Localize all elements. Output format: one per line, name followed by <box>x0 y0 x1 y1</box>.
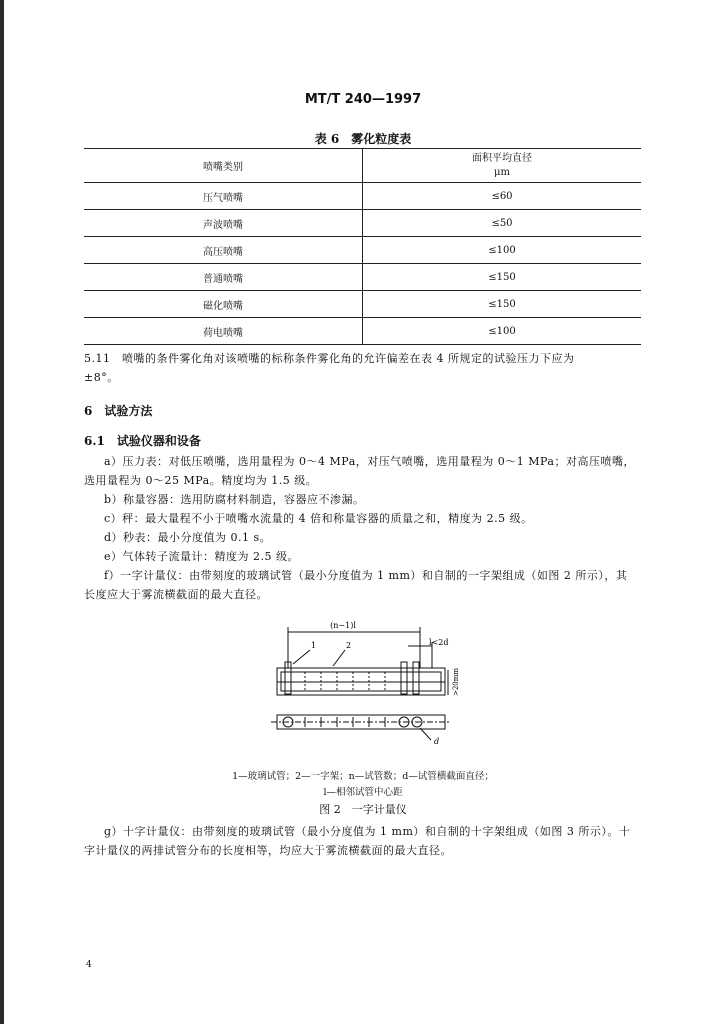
col-header-type: 喷嘴类别 <box>84 149 363 183</box>
nozzle-type: 声波喷嘴 <box>84 210 363 237</box>
page-number: 4 <box>86 960 92 970</box>
figure-label-1: 1 <box>311 641 317 650</box>
diameter-value: ≤100 <box>363 318 642 345</box>
item-a-line1: a）压力表：对低压喷嘴，选用量程为 0～4 MPa，对压气喷嘴，选用量程为 0～1 MPa；对高压喷嘴， <box>104 455 635 468</box>
table-row <box>84 318 641 345</box>
nozzle-type: 高压喷嘴 <box>84 237 363 264</box>
table-row <box>84 210 641 237</box>
table-row <box>84 183 641 210</box>
nozzle-type: 磁化喷嘴 <box>84 291 363 318</box>
diameter-value: ≤150 <box>363 264 642 291</box>
figure-2-linear-gauge <box>255 618 465 753</box>
nozzle-type: 压气喷嘴 <box>84 183 363 210</box>
item-a-line2: 选用量程为 0～25 MPa。精度均为 1.5 级。 <box>84 474 318 487</box>
item-f-line2: 长度应大于雾流横截面的最大直径。 <box>84 588 268 601</box>
diameter-value: ≤100 <box>363 237 642 264</box>
item-c: c）秤：最大量程不小于喷嘴水流量的 4 倍和称量容器的质量之和，精度为 2.5 级。 <box>104 512 533 525</box>
diameter-value: ≤150 <box>363 291 642 318</box>
section-6-1-heading: 6.1 试验仪器和设备 <box>84 434 201 448</box>
figure-label-d: d <box>434 737 440 746</box>
diameter-value: ≤50 <box>363 210 642 237</box>
diameter-value: ≤60 <box>363 183 642 210</box>
clause-5-11-line1: 5.11 喷嘴的条件雾化角对该喷嘴的标称条件雾化角的允许偏差在表 4 所规定的试验压力下应为 <box>84 352 575 365</box>
figure-caption-line2: l—相邻试管中心距 <box>323 787 403 798</box>
figure-label-height: >20mm <box>452 667 460 697</box>
table-row <box>84 237 641 264</box>
table-header-row <box>84 149 641 183</box>
item-g-line1: g）十字计量仪：由带刻度的玻璃试管（最小分度值为 1 mm）和自制的十字架组成（如图 3 所示）。十 <box>104 825 631 838</box>
figure-label-2: 2 <box>346 641 352 650</box>
col-header-diameter-unit: μm <box>494 166 510 178</box>
figure-caption-line1: 1—玻璃试管；2—一字架；n—试管数；d—试管横截面直径； <box>232 771 494 782</box>
col-header-diameter <box>363 149 642 183</box>
item-b: b）称量容器：选用防腐材料制造，容器应不渗漏。 <box>104 493 365 506</box>
figure-label-top: (n−1)l <box>330 621 356 630</box>
item-f-line1: f）一字计量仪：由带刻度的玻璃试管（最小分度值为 1 mm）和自制的一字架组成（如图 2 所示），其 <box>104 569 628 582</box>
item-g-line2: 字计量仪的两排试管分布的长度相等，均应大于雾流横截面的最大直径。 <box>84 844 452 857</box>
page-header: MT/T 240—1997 <box>304 92 422 107</box>
table-title: 表 6 雾化粒度表 <box>314 132 412 146</box>
item-d: d）秒表：最小分度值为 0.1 s。 <box>104 531 272 544</box>
nozzle-type: 荷电喷嘴 <box>84 318 363 345</box>
figure-label-l: l<2d <box>429 638 449 647</box>
col-header-diameter-label: 面积平均直径 <box>472 152 532 164</box>
table-row <box>84 264 641 291</box>
atomization-table <box>84 148 641 345</box>
section-6-heading: 6 试验方法 <box>84 404 153 418</box>
figure-title: 图 2 一字计量仪 <box>319 803 407 816</box>
nozzle-type: 普通喷嘴 <box>84 264 363 291</box>
table-row <box>84 291 641 318</box>
scan-edge <box>0 0 4 1024</box>
clause-5-11-line2: ±8°。 <box>84 371 119 384</box>
item-e: e）气体转子流量计：精度为 2.5 级。 <box>104 550 299 563</box>
